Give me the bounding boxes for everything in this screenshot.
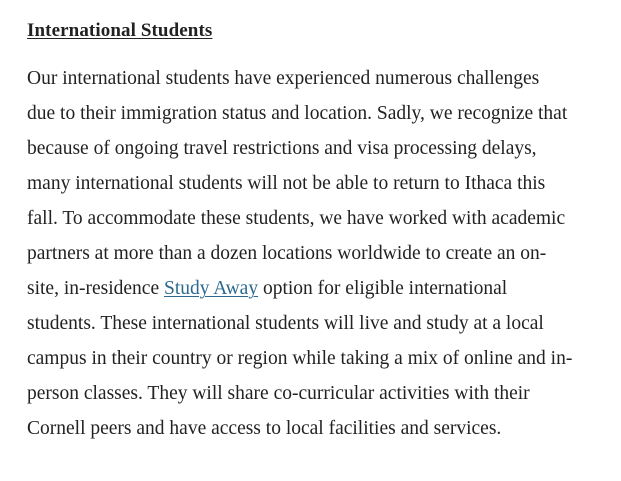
paragraph-line: due to their immigration status and location. Sadly, we recognize that bbox=[27, 103, 568, 124]
paragraph-line: Our international students have experienced numerous challenges bbox=[27, 68, 540, 89]
paragraph-line: because of ongoing travel restrictions and visa processing delays, bbox=[27, 138, 537, 159]
line-text-after-link: option for eligible international bbox=[258, 278, 508, 299]
study-away-link[interactable]: Study Away bbox=[164, 278, 259, 299]
paragraph-line: fall. To accommodate these students, we have worked with academic bbox=[27, 208, 566, 229]
paragraph-line: campus in their country or region while taking a mix of online and in- bbox=[27, 348, 573, 369]
article-content bbox=[27, 19, 607, 446]
paragraph-line: students. These international students will live and study at a local bbox=[27, 313, 544, 334]
paragraph-line: Cornell peers and have access to local facilities and services. bbox=[27, 418, 502, 439]
paragraph-line: person classes. They will share co-curricular activities with their bbox=[27, 383, 530, 404]
paragraph-line: many international students will not be able to return to Ithaca this bbox=[27, 173, 546, 194]
section-heading: International Students bbox=[27, 20, 213, 41]
section-paragraph bbox=[27, 61, 602, 446]
line-text-before-link: site, in-residence bbox=[27, 278, 164, 299]
paragraph-line-with-link bbox=[27, 271, 602, 306]
paragraph-line: partners at more than a dozen locations worldwide to create an on- bbox=[27, 243, 547, 264]
